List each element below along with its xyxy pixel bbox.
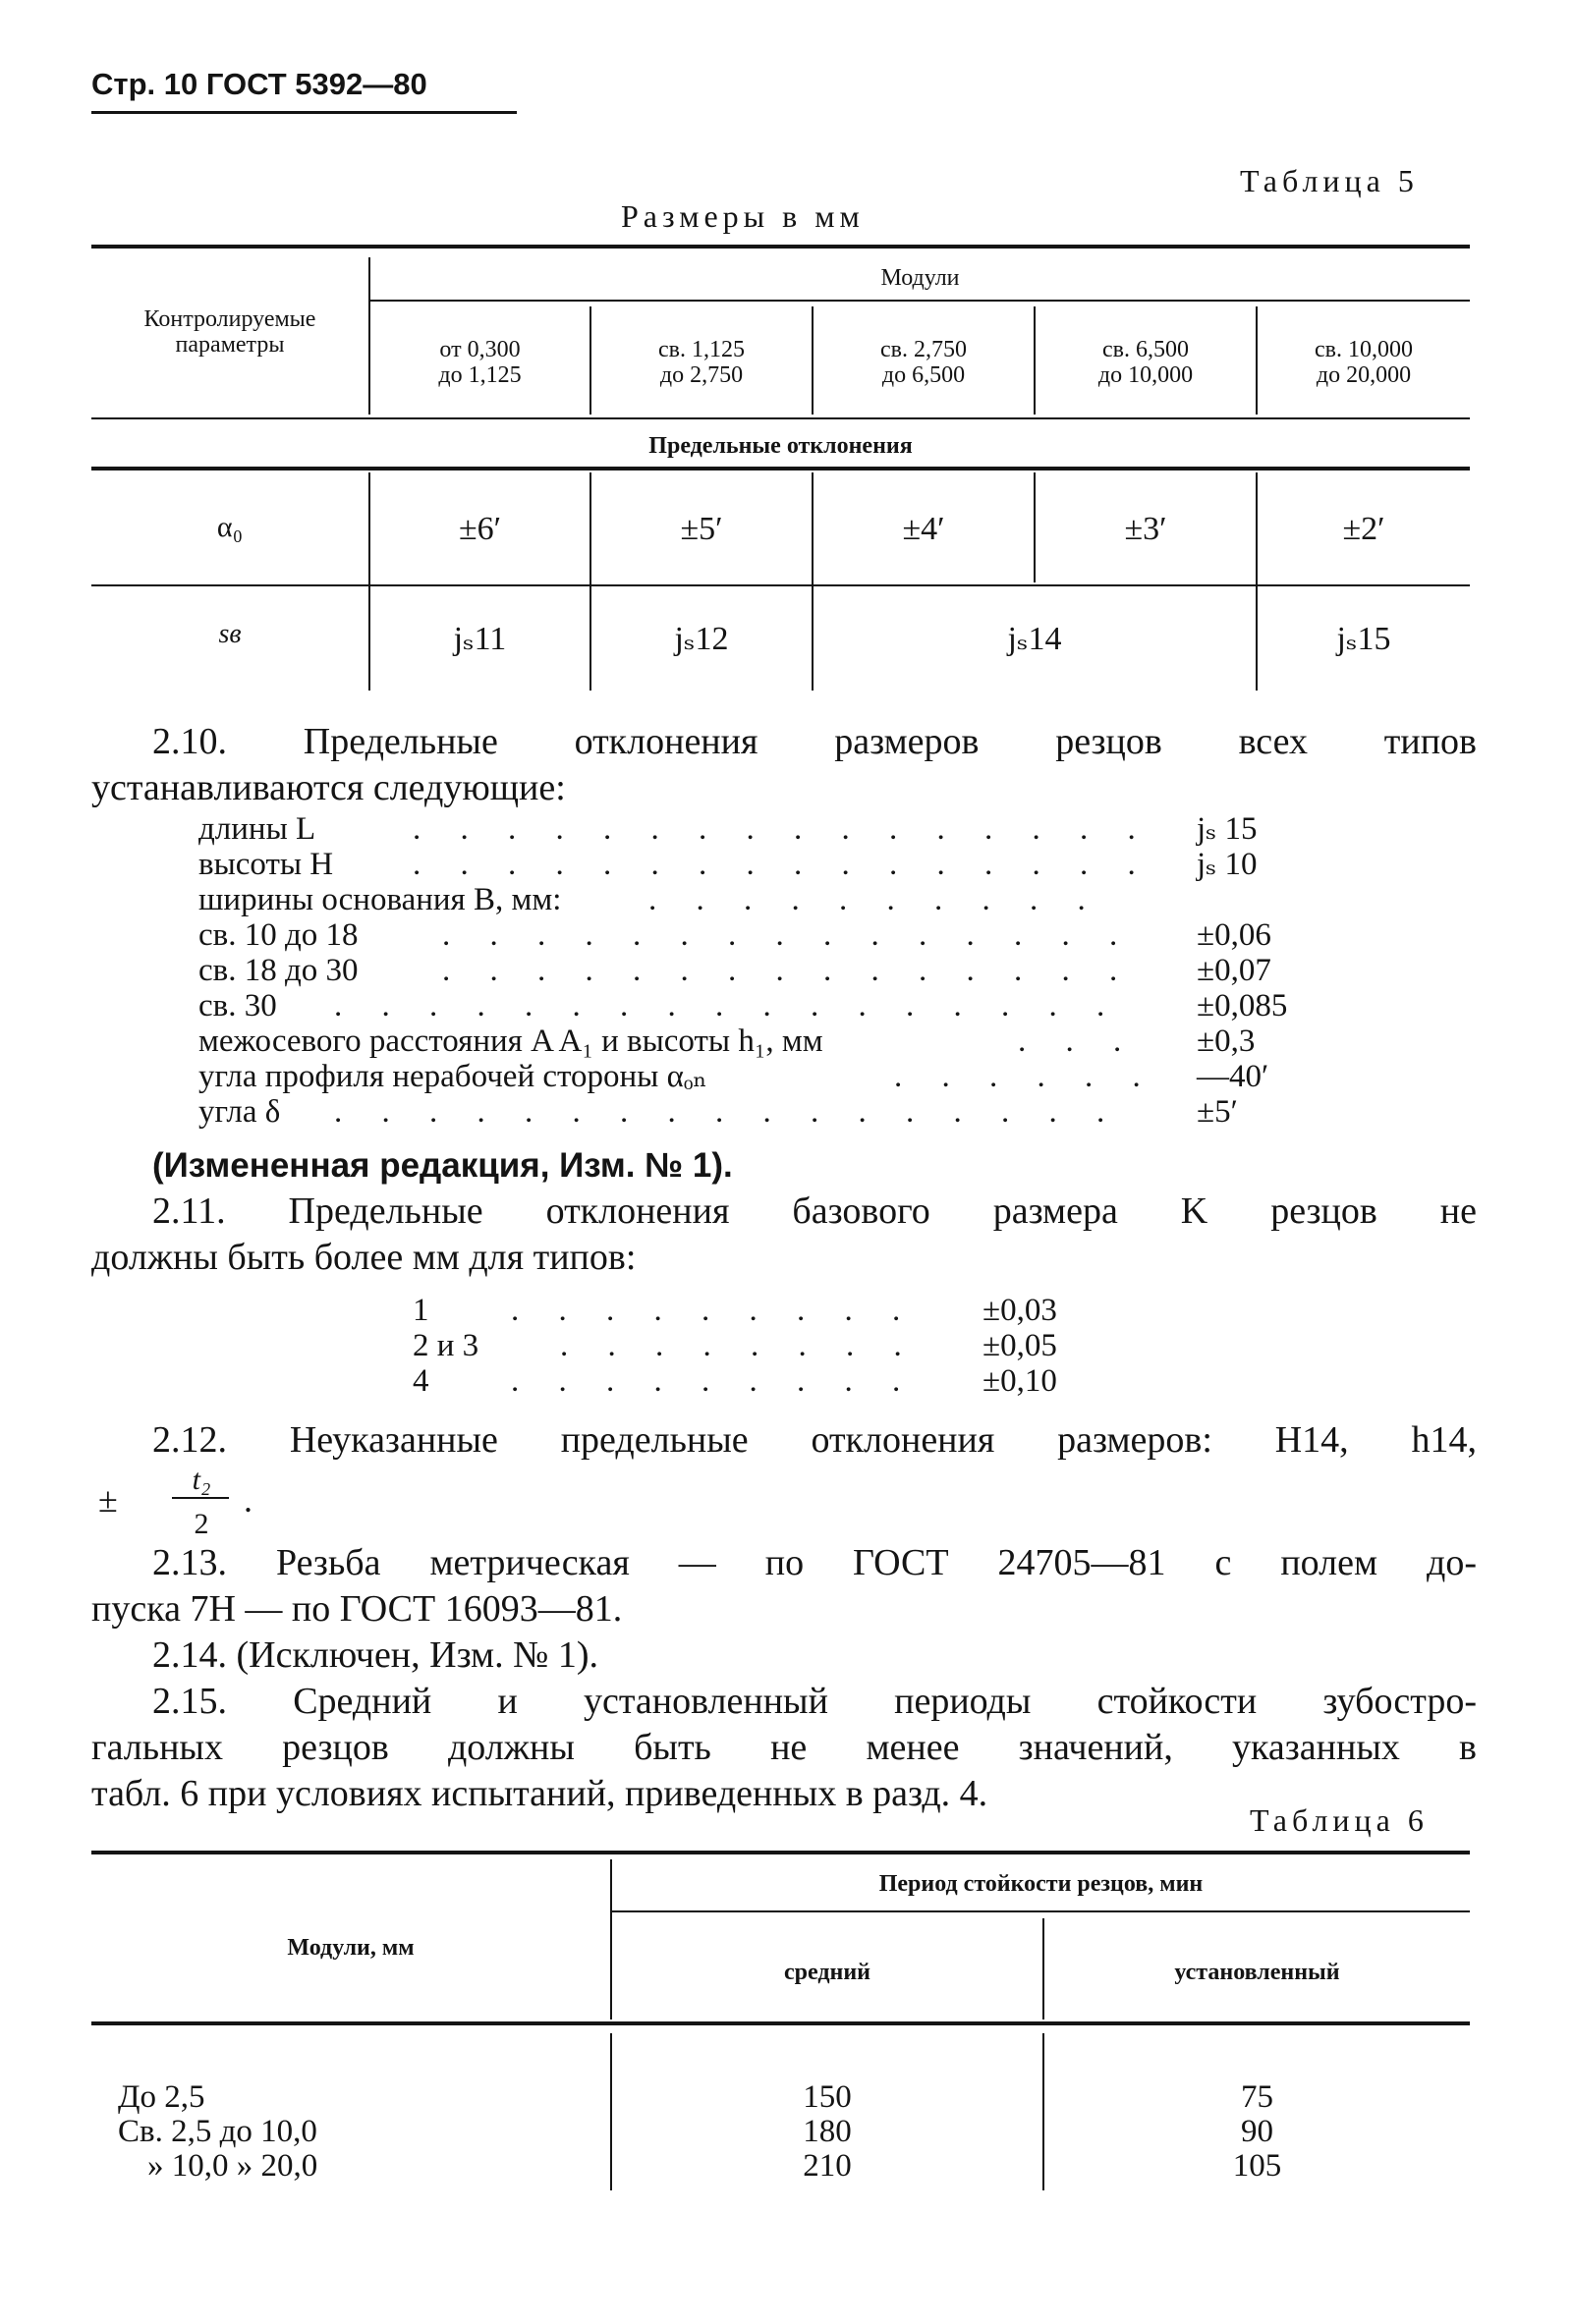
list-item-value: ±5′ [1197,1094,1238,1130]
list-item-label: высоты H [198,847,334,882]
table-6-avg-header: средний [784,1960,870,1985]
leader-dots: . . . . . . . . . . . . . . . [442,953,1134,988]
para-2-15-line-2: гальных резцов должны быть не менее значений, указанных в [91,1727,1477,1768]
list-item [413,1363,429,1399]
module-range-2 [591,337,812,388]
row-alpha-value-1: ±6′ [458,511,502,547]
list-item [198,917,359,953]
table-6-period-header: Период стойкости резцов, мин [878,1871,1204,1897]
page-header: Стр. 10 ГОСТ 5392—80 [91,67,427,101]
row-alpha-param: α₀ [216,511,244,543]
list-item-label: 4 [413,1363,429,1399]
amendment-note-2-10: (Измененная редакция, Изм. № 1). [152,1146,733,1185]
list-item-label: св. 10 до 18 [198,917,359,953]
list-item-label: длины L [198,811,316,847]
row-s-value-2: jₛ12 [674,621,729,657]
list-item-value: ±0,3 [1197,1024,1256,1059]
list-item [198,882,561,917]
leader-dots: . . . . . . . . . . . . . . . . [413,811,1151,847]
para-2-13-line-2: пуска 7H — по ГОСТ 16093—81. [91,1588,623,1630]
leader-dots: . . . . . . . . . . . . . . . . . [334,988,1121,1024]
table-5-param-header [91,306,368,358]
table-5-row-rule [91,584,1470,586]
module-cell: Св. 2,5 до 10,0 [118,2114,317,2149]
para-2-15-line-3: табл. 6 при условиях испытаний, приведенных в разд. 4. [91,1773,988,1814]
row-alpha-value-4: ±3′ [1124,511,1167,547]
table-6-caption: Таблица 6 [1250,1802,1429,1838]
leader-dots: . . . . . . . . . . . . . . . . [413,847,1151,882]
list-item-value: ±0,10 [982,1363,1057,1399]
list-item-label: св. 18 до 30 [198,953,359,988]
list-item-value: ±0,03 [982,1293,1057,1328]
row-alpha-value-3: ±4′ [902,511,945,547]
list-item-label: угла профиля нерабочей стороны αₒₙ [198,1059,707,1094]
table-5-modules-header: Модули [880,265,960,291]
para-2-15-line-1: 2.15. Средний и установленный периоды стойкости зубостро- [152,1681,1477,1722]
list-item-label: ширины основания B, мм: [198,882,562,917]
row-s-value-3: jₛ14 [1007,621,1062,657]
leader-dots: . . . . . . . . . . . . . . . . . [334,1094,1121,1130]
list-item [198,1024,823,1059]
leader-dots: . . . . . . . . . . [648,882,1101,917]
row-s-value-4: jₛ15 [1336,621,1391,657]
para-2-12-line-1: 2.12. Неуказанные предельные отклонения размеров: H14, h14, [152,1419,1477,1461]
row-alpha-value-5: ±2′ [1342,511,1385,547]
list-item-label: межосевого расстояния A A₁ и высоты h₁, мм [198,1024,823,1059]
list-item [198,1094,280,1130]
avg-cell: 150 [803,2079,852,2115]
fraction-numerator: t₂ [192,1464,211,1496]
list-item-value: ±0,05 [982,1328,1057,1363]
table-5-units: Размеры в мм [621,198,865,234]
list-item-label: св. 30 [198,988,277,1024]
table-5-modules-rule [368,300,1470,302]
para-2-11-line-2: должны быть более мм для типов: [91,1237,637,1278]
table-6-header-rule [91,2021,1470,2025]
table-6-module-header: Модули, мм [287,1935,415,1961]
para-2-10-line-1: 2.10. Предельные отклонения размеров резцов всех типов [152,721,1477,762]
table-6-set-header: установленный [1174,1960,1340,1985]
module-cell: До 2,5 [118,2079,205,2115]
list-item-value: —40′ [1197,1059,1269,1094]
list-item-label: 1 [413,1293,429,1328]
para-2-10-line-2: устанавливаются следующие: [91,767,566,808]
module-range-4-to: до 10,000 [1097,362,1194,388]
leader-dots: . . . . . . . . . [511,1363,917,1399]
list-item-value: ±0,085 [1197,988,1288,1024]
avg-cell: 210 [803,2148,852,2184]
list-item-label: 2 и 3 [413,1328,479,1363]
module-range-1-to: до 1,125 [438,362,522,388]
module-range-3 [814,337,1034,388]
row-alpha-value-2: ±5′ [680,511,723,547]
list-item-value: jₛ 10 [1197,847,1258,882]
fraction-denominator: 2 [194,1508,209,1540]
set-cell: 75 [1241,2079,1273,2115]
leader-dots: . . . . . . [894,1059,1156,1094]
list-item-label: угла δ [198,1094,281,1130]
leader-dots: . . . . . . . . [560,1328,918,1363]
list-item-value: jₛ 15 [1197,811,1258,847]
module-range-5-to: до 20,000 [1316,362,1412,388]
para-2-13-line-1: 2.13. Резьба метрическая — по ГОСТ 24705—81 с полем до- [152,1542,1477,1583]
list-item [198,953,359,988]
module-range-4-from: св. 6,500 [1102,337,1189,362]
table-5-header-rule [91,417,1470,419]
row-s-param: sв [218,619,242,649]
row-s-value-1: jₛ11 [453,621,507,657]
header-underline [91,111,517,114]
table-5-caption: Таблица 5 [1240,163,1419,198]
list-item [198,1059,707,1094]
module-range-3-from: св. 2,750 [880,337,967,362]
list-item [198,847,333,882]
table-5-top-rule [91,245,1470,249]
table-6-top-rule [91,1851,1470,1854]
para-2-11-line-1: 2.11. Предельные отклонения базового размера K резцов не [152,1190,1477,1232]
module-cell: » 10,0 » 20,0 [147,2148,318,2184]
module-range-5 [1258,337,1470,388]
list-item-value: ±0,06 [1197,917,1271,953]
plus-minus-sign: ± [98,1480,118,1520]
leader-dots: . . . . . . . . . . . . . . . [442,917,1134,953]
leader-dots: . . . [1018,1024,1138,1059]
list-item [413,1328,478,1363]
table-5-deviations-header: Предельные отклонения [648,433,913,459]
fraction-bar [172,1497,229,1499]
list-item [413,1293,429,1328]
set-cell: 105 [1232,2148,1282,2184]
param-header-line-2: параметры [175,332,285,358]
module-range-1-from: от 0,300 [439,337,521,362]
module-range-5-from: св. 10,000 [1315,337,1413,362]
module-range-2-to: до 2,750 [659,362,744,388]
table-6-period-rule [612,1910,1470,1912]
list-item [198,988,277,1024]
param-header-line-1: Контролируемые [143,306,316,332]
module-range-3-to: до 6,500 [881,362,966,388]
list-item [198,811,315,847]
leader-dots: . . . . . . . . . [511,1293,917,1328]
formula-period: . [244,1480,253,1520]
module-range-4 [1036,337,1256,388]
avg-cell: 180 [803,2114,852,2149]
set-cell: 90 [1241,2114,1273,2149]
module-range-2-from: св. 1,125 [658,337,745,362]
para-2-14: 2.14. (Исключен, Изм. № 1). [152,1634,599,1676]
list-item-value: ±0,07 [1197,953,1271,988]
module-range-1 [370,337,590,388]
table-5-deviations-rule [91,467,1470,470]
